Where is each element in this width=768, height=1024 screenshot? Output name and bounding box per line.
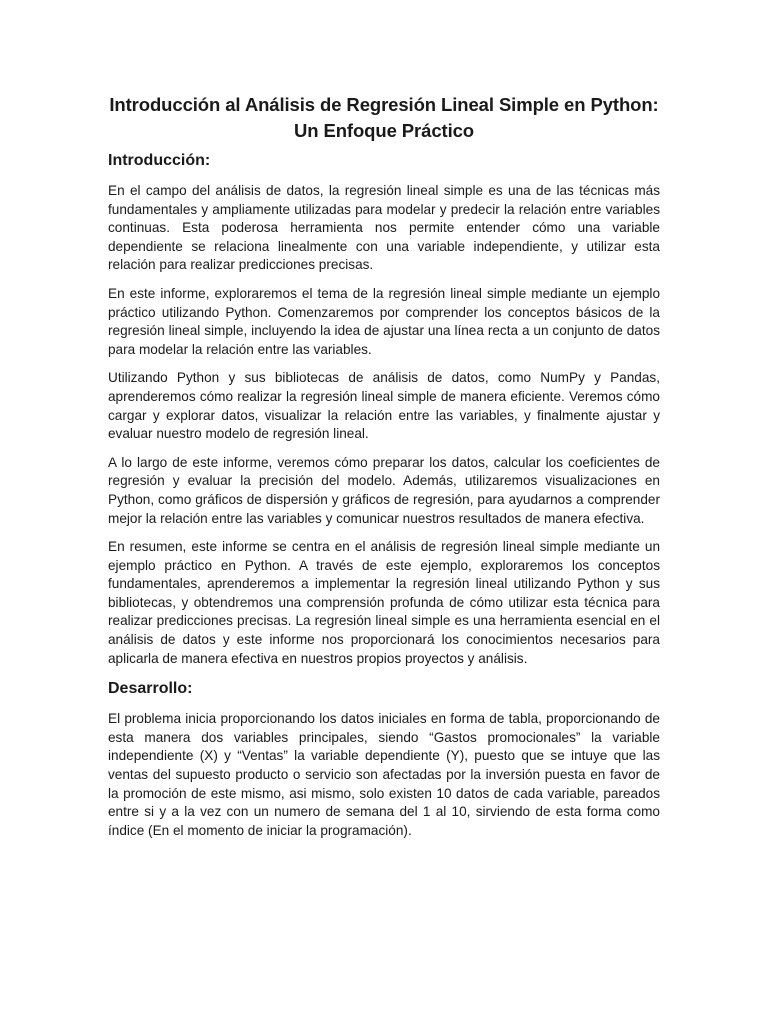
paragraph: En resumen, este informe se centra en el análisis de regresión lineal simple mediante un ejemplo práctico en Python. A través de este ejemplo, exploraremos los conceptos fundamentales, aprenderemos a implementar la regresión lineal utilizando Python y sus bibliotecas, y obtendremos una comprensión profunda de cómo utilizar esta técnica para realizar predicciones precisas. La regresión lineal simple es una herramienta esencial en el análisis de datos y este informe nos proporcionará los conocimientos necesarios para aplicarla de manera efectiva en nuestros propios proyectos y análisis. [108, 539, 660, 666]
paragraph: En este informe, exploraremos el tema de la regresión lineal simple mediante un ejemplo práctico utilizando Python. Comenzaremos por comprender los conceptos básicos de la regresión lineal simple, incluyendo la idea de ajustar una línea recta a un conjunto de datos para modelar la relación entre las variables. [108, 285, 660, 357]
paragraph: A lo largo de este informe, veremos cómo preparar los datos, calcular los coeficientes de regresión y evaluar la precisión del modelo. Además, utilizaremos visualizaciones en Python, como gráficos de dispersión y gráficos de regresión, para ayudarnos a comprender mejor la relación entre las variables y comunicar nuestros resultados de manera efectiva. [108, 454, 660, 526]
paragraph: El problema inicia proporcionando los datos iniciales en forma de tabla, proporcionando de esta manera dos variables principales, siendo “Gastos promocionales” la variable independiente (X) y “Ventas” la variable dependiente (Y), puesto que se intuye que las ventas del supuesto producto o servicio son afectadas por la inversión puesta en favor de la promoción de este mismo, asi mismo, solo existen 10 datos de cada variable, pareados entre si y a la vez con un numero de semana del 1 al 10, sirviendo de esta forma como índice (En el momento de iniciar la programación). [108, 711, 660, 838]
paragraph: En el campo del análisis de datos, la regresión lineal simple es una de las técnicas más fundamentales y ampliamente utilizadas para modelar y predecir la relación entre variables continuas. Esta poderosa herramienta nos permite entender cómo una variable dependiente se relaciona linealmente con una variable independiente, y utilizar esta relación para realizar predicciones precisas. [108, 183, 660, 273]
paragraph: Utilizando Python y sus bibliotecas de análisis de datos, como NumPy y Pandas, aprenderemos cómo realizar la regresión lineal simple de manera eficiente. Veremos cómo cargar y explorar datos, visualizar la relación entre las variables, y finalmente ajustar y evaluar nuestro modelo de regresión lineal. [108, 370, 660, 442]
document-title: Introducción al Análisis de Regresión Lineal Simple en Python: Un Enfoque Práctico [109, 94, 659, 141]
document-page [108, 92, 660, 850]
section-heading-introduccion: Introducción: [108, 152, 211, 169]
section-heading-desarrollo: Desarrollo: [108, 680, 193, 698]
